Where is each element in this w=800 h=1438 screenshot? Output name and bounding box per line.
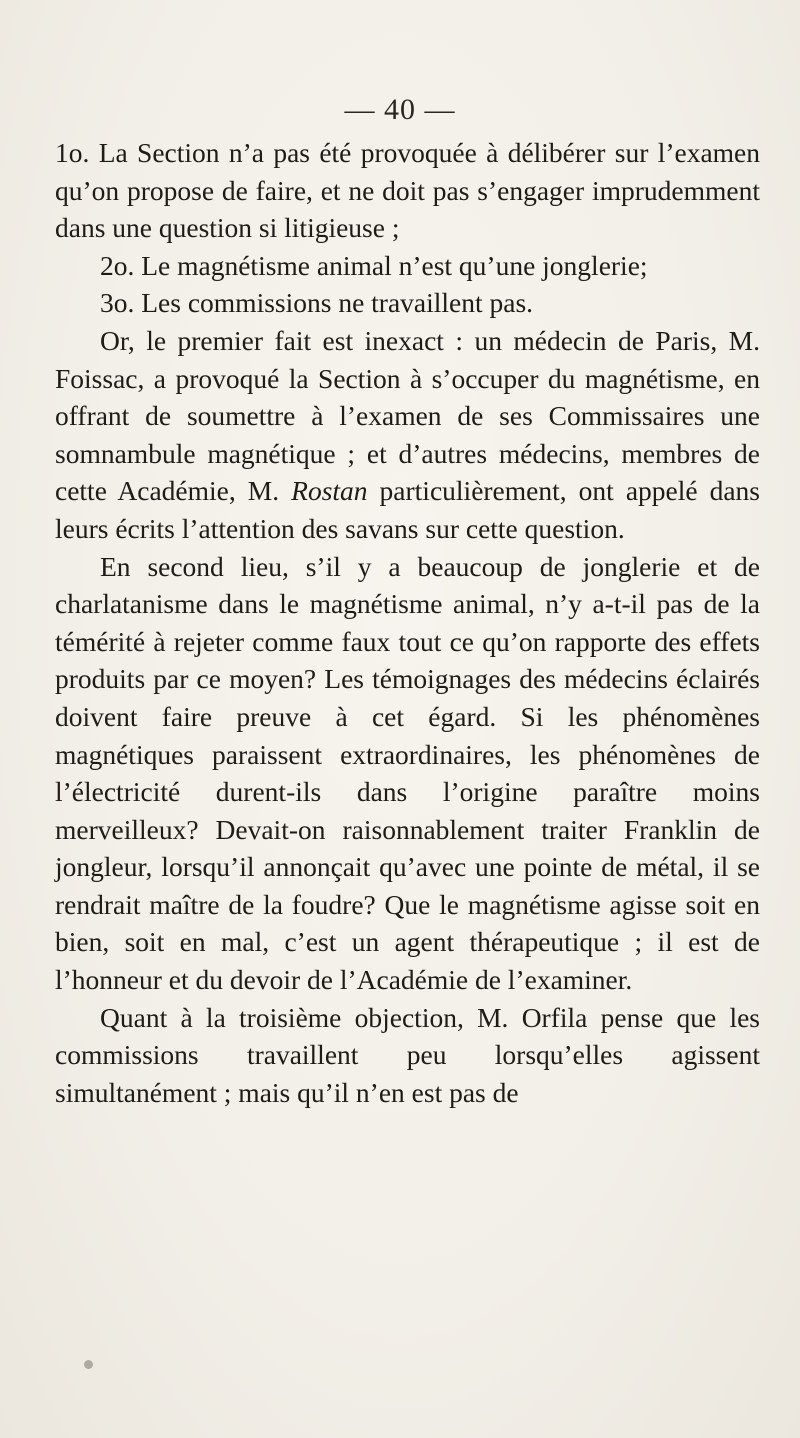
paragraph-rebuttal-third: Quant à la troisième objection, M. Orfila pense que les commissions travaillent peu lorsqu’elles agissent simultanément ; mais qu’il n’en est pas de [55, 1001, 760, 1108]
rostan-name: Rostan [291, 475, 368, 507]
rebuttal-first-text: Or, le premier fait est inexact : un médecin de Paris, M. Foissac, a provoqué la Section à s’occuper du magnétisme, en offrant de soumettre à l’examen de ses Commissaires une somnambule magnétique ; et d’autres médecins, membres de cette Académie, M. [55, 324, 760, 507]
rebuttal-first-text-end: particulièrement, ont appelé dans leurs écrits l’attention des savans sur cette question. [55, 475, 761, 544]
paragraph-rebuttal-first [55, 322, 760, 548]
objection-1: 1o. La Section n’a pas été provoquée à délibérer sur l’examen qu’on propose de faire, et ne doit pas s’engager imprudemment dans une question si litigieuse ; [55, 137, 760, 244]
body-text [55, 134, 760, 1111]
objection-3: 3o. Les commissions ne travaillent pas. [100, 287, 534, 319]
paragraph-rebuttal-second: En second lieu, s’il y a beaucoup de jonglerie et de charlatanisme dans le magnétisme animal, n’y a-t-il pas de la témérité à rejeter comme faux tout ce qu’on rapporte des effets produits par ce moyen? Les témoignages des médecins éclairés doivent faire preuve à cet égard. Si les phénomènes magnétiques paraissent extraordinaires, les phénomènes de l’électricité durent-ils dans l’origine paraître moins merveilleux? Devait-on raisonnablement traiter Franklin de jongleur, lorsqu’il annonçait qu’avec une pointe de métal, il se rendrait maître de la foudre? Que le magnétisme agisse soit en bien, soit en mal, c’est un agent thérapeutique ; il est de l’honneur et du devoir de l’Académie de l’examiner. [55, 550, 760, 996]
ink-speck [84, 1360, 93, 1369]
objection-2: 2o. Le magnétisme animal n’est qu’une jonglerie; [100, 249, 648, 281]
page-number: — 40 — [344, 93, 456, 126]
